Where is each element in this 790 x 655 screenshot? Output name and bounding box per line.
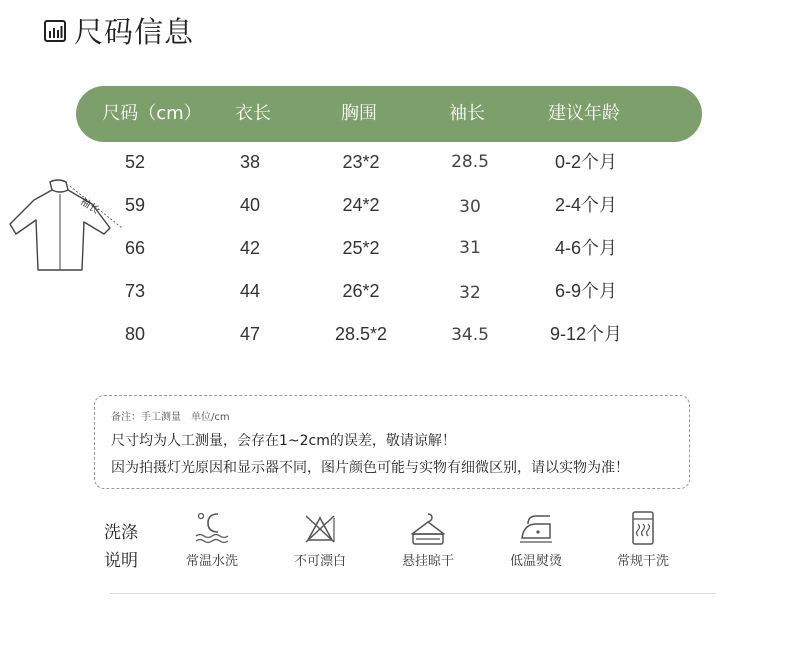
page-title: 尺码信息 [74,15,195,49]
cell-age: 2-4个月 [554,195,618,215]
care-item-no-bleach [275,510,365,569]
cell-size: 80 [124,324,146,344]
machine-wash-icon [623,510,663,546]
care-title-line-2: 说明 [104,551,138,571]
cell-size: 59 [124,195,146,215]
cell-sleeve: 31 [459,238,481,258]
care-label: 常温水洗 [185,554,238,569]
cell-length: 40 [239,195,261,215]
cell-age: 4-6个月 [554,238,618,258]
hang-dry-icon [408,510,448,546]
table-header [76,86,702,142]
note-line-2: 因为拍摄灯光原因和显示器不同，图片颜色可能与实物有细微区别，请以实物为准！ [111,460,629,476]
cell-length: 42 [239,238,261,258]
cell-age: 0-2个月 [554,152,618,172]
care-label: 常规干洗 [616,554,669,569]
cell-sleeve: 28.5 [451,152,489,172]
care-label: 低温熨烫 [509,554,562,569]
header-chest: 胸围 [341,103,377,124]
note-remark: 备注：手工测量 单位/cm [111,412,230,423]
header-age: 建议年龄 [548,103,620,124]
cell-length: 47 [239,324,261,344]
care-label: 不可漂白 [293,554,346,569]
cell-chest: 26*2 [342,281,380,301]
cell-size: 66 [124,238,146,258]
care-item-machine-wash [598,510,688,569]
cell-chest: 24*2 [342,195,380,215]
cell-length: 44 [239,281,261,301]
cell-size: 52 [124,152,146,172]
care-item-low-iron [491,510,581,569]
table-row [0,190,790,220]
no-bleach-icon [300,510,340,546]
bar-chart-icon [44,20,66,42]
care-item-hand-wash [167,510,257,569]
cell-sleeve: 30 [459,197,481,217]
care-item-hang-dry [383,510,473,569]
cell-chest: 23*2 [342,152,380,172]
care-title-line-1: 洗涤 [104,523,138,543]
bottom-divider [110,593,716,594]
table-row [0,147,790,177]
header-size: 尺码（cm） [102,103,202,124]
cell-age: 9-12个月 [549,324,623,344]
header-length: 衣长 [235,103,271,124]
cell-sleeve: 32 [459,283,481,303]
header-sleeve: 袖长 [449,103,485,124]
cell-chest: 25*2 [342,238,380,258]
low-iron-icon [516,510,556,546]
table-row [0,233,790,263]
hand-wash-30-icon [192,510,232,546]
page-title-wrap [44,10,194,51]
table-row [0,276,790,306]
sleeve-label: 袖长 [78,196,101,217]
cell-size: 73 [124,281,146,301]
cell-sleeve: 34.5 [451,325,489,345]
cell-age: 6-9个月 [554,281,618,301]
cell-length: 38 [239,152,261,172]
note-line-1: 尺寸均为人工测量，会存在1~2cm的误差，敬请谅解！ [111,433,456,449]
care-label: 悬挂晾干 [401,554,454,569]
table-row [0,319,790,349]
cell-chest: 28.5*2 [334,324,388,344]
note-box [94,395,690,489]
